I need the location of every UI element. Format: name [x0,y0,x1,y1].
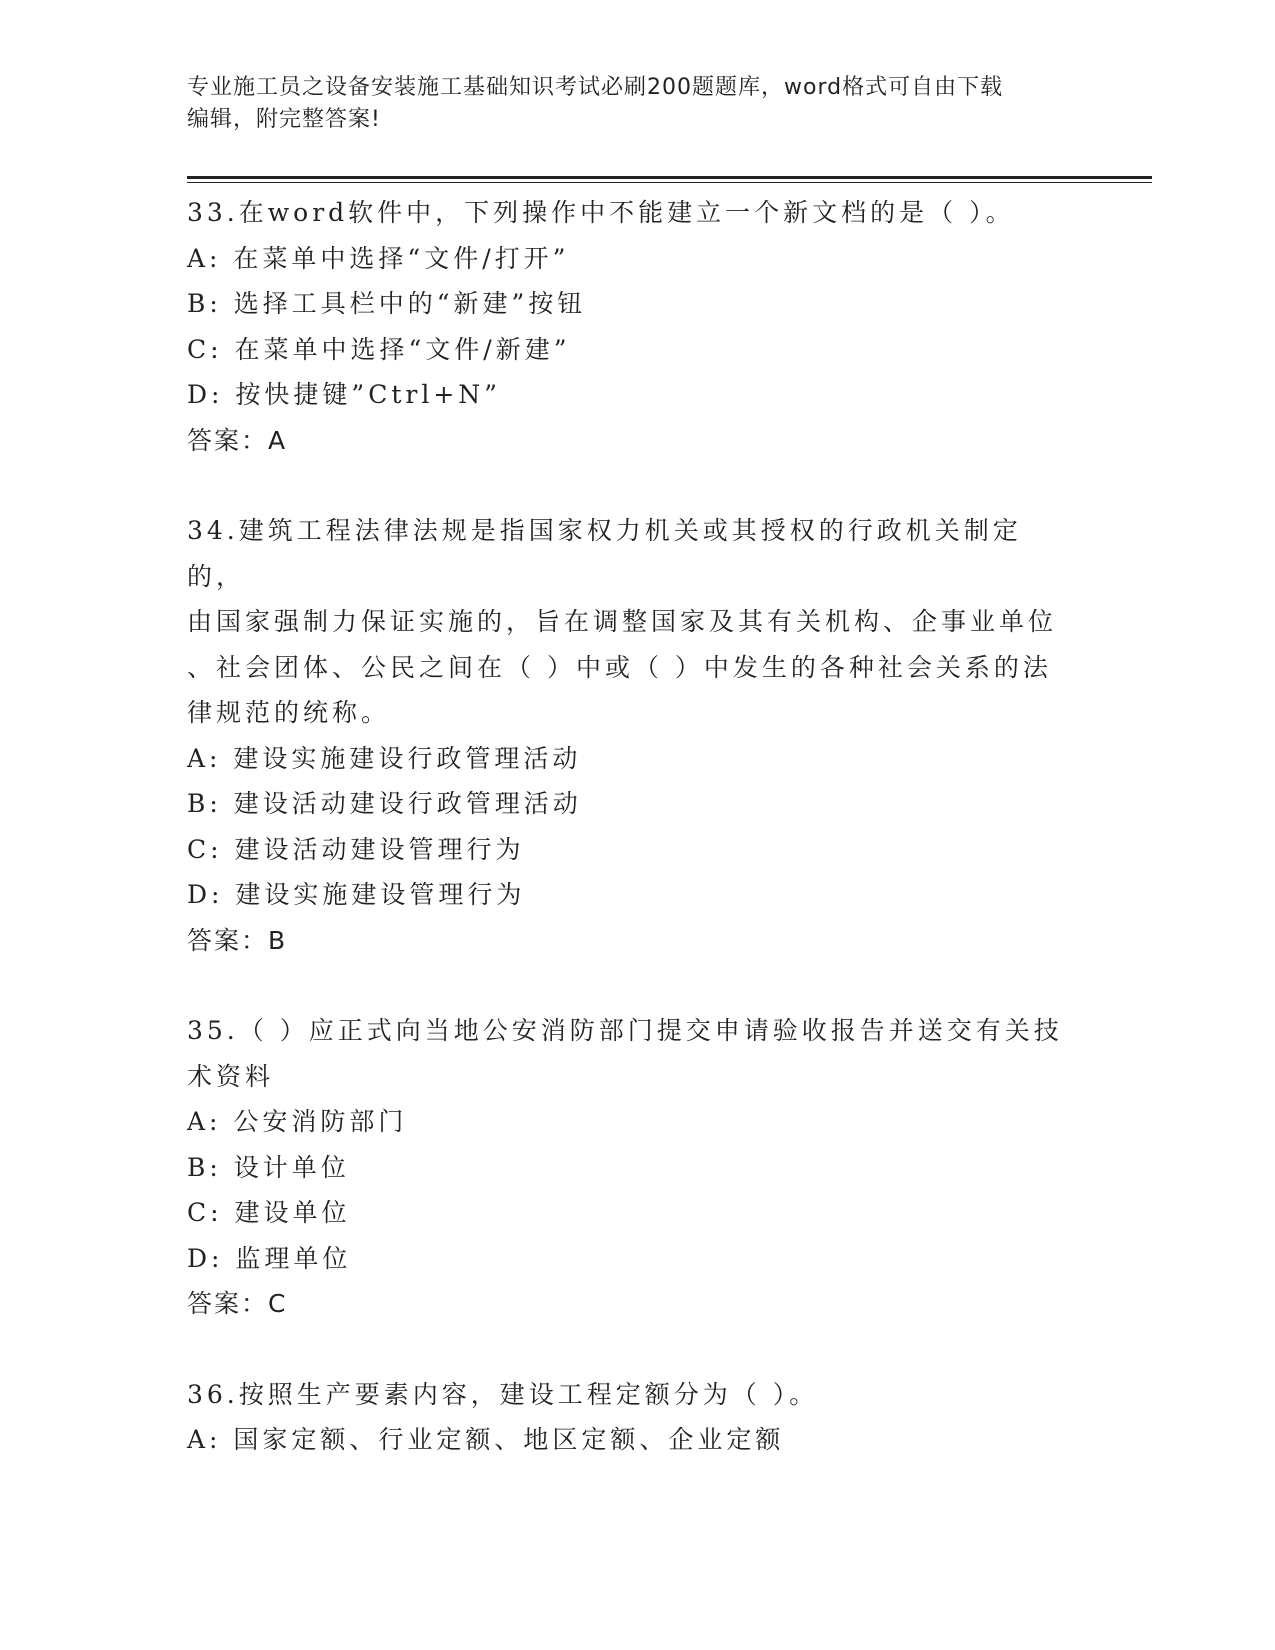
question-stem: 36.按照生产要素内容，建设工程定额分为（ ）。 [187,1379,819,1409]
header-title-line-2: 编辑，附完整答案! [187,107,381,132]
option-d: D: 建设实施建设管理行为 [187,880,526,909]
question-stem: 律规范的统称。 [187,698,391,727]
document-header [187,72,1067,136]
header-divider-thick [187,176,1152,179]
header-divider-thin [187,182,1152,183]
spacer [187,1327,1067,1372]
question-stem: 由国家强制力保证实施的，旨在调整国家及其有关机构、企事业单位 [187,607,1058,636]
question-stem: 术资料 [187,1061,275,1091]
question-stem: 、社会团体、公民之间在（ ）中或（ ）中发生的各种社会关系的法 [187,652,1052,682]
answer-line: 答案：A [187,425,288,455]
option-a: A: 建设实施建设行政管理活动 [187,743,582,773]
answer-line: 答案：C [187,1289,288,1318]
answer-line: 答案：B [187,925,288,955]
option-c: C: 建设单位 [187,1198,351,1227]
question-block [187,1008,1067,1327]
option-a: A: 公安消防部门 [187,1107,408,1136]
header-title-line-1: 专业施工员之设备安装施工基础知识考试必刷200题题库，word格式可自由下载 [187,75,1004,100]
question-stem: 33.在word软件中，下列操作中不能建立一个新文档的是（ ）。 [187,198,1015,227]
question-block [187,1372,1067,1463]
question-stem: 35.（ ）应正式向当地公安消防部门提交申请验收报告并送交有关技 [187,1016,1063,1045]
question-list [187,190,1067,1463]
option-d: D: 按快捷键”Ctrl+N” [187,380,501,409]
option-a: A: 国家定额、行业定额、地区定额、企业定额 [187,1425,785,1454]
option-b: B: 建设活动建设行政管理活动 [187,789,582,818]
question-block [187,508,1067,963]
question-block [187,190,1067,463]
option-c: C: 在菜单中选择“文件/新建” [187,334,571,364]
option-c: C: 建设活动建设管理行为 [187,834,525,864]
option-d: D: 监理单位 [187,1243,352,1273]
spacer [187,963,1067,1008]
option-b: B: 选择工具栏中的“新建”按钮 [187,289,587,318]
option-a: A: 在菜单中选择“文件/打开” [187,243,570,273]
spacer [187,463,1067,508]
question-stem: 34.建筑工程法律法规是指国家权力机关或其授权的行政机关制定的， [187,516,1022,591]
option-b: B: 设计单位 [187,1152,350,1182]
